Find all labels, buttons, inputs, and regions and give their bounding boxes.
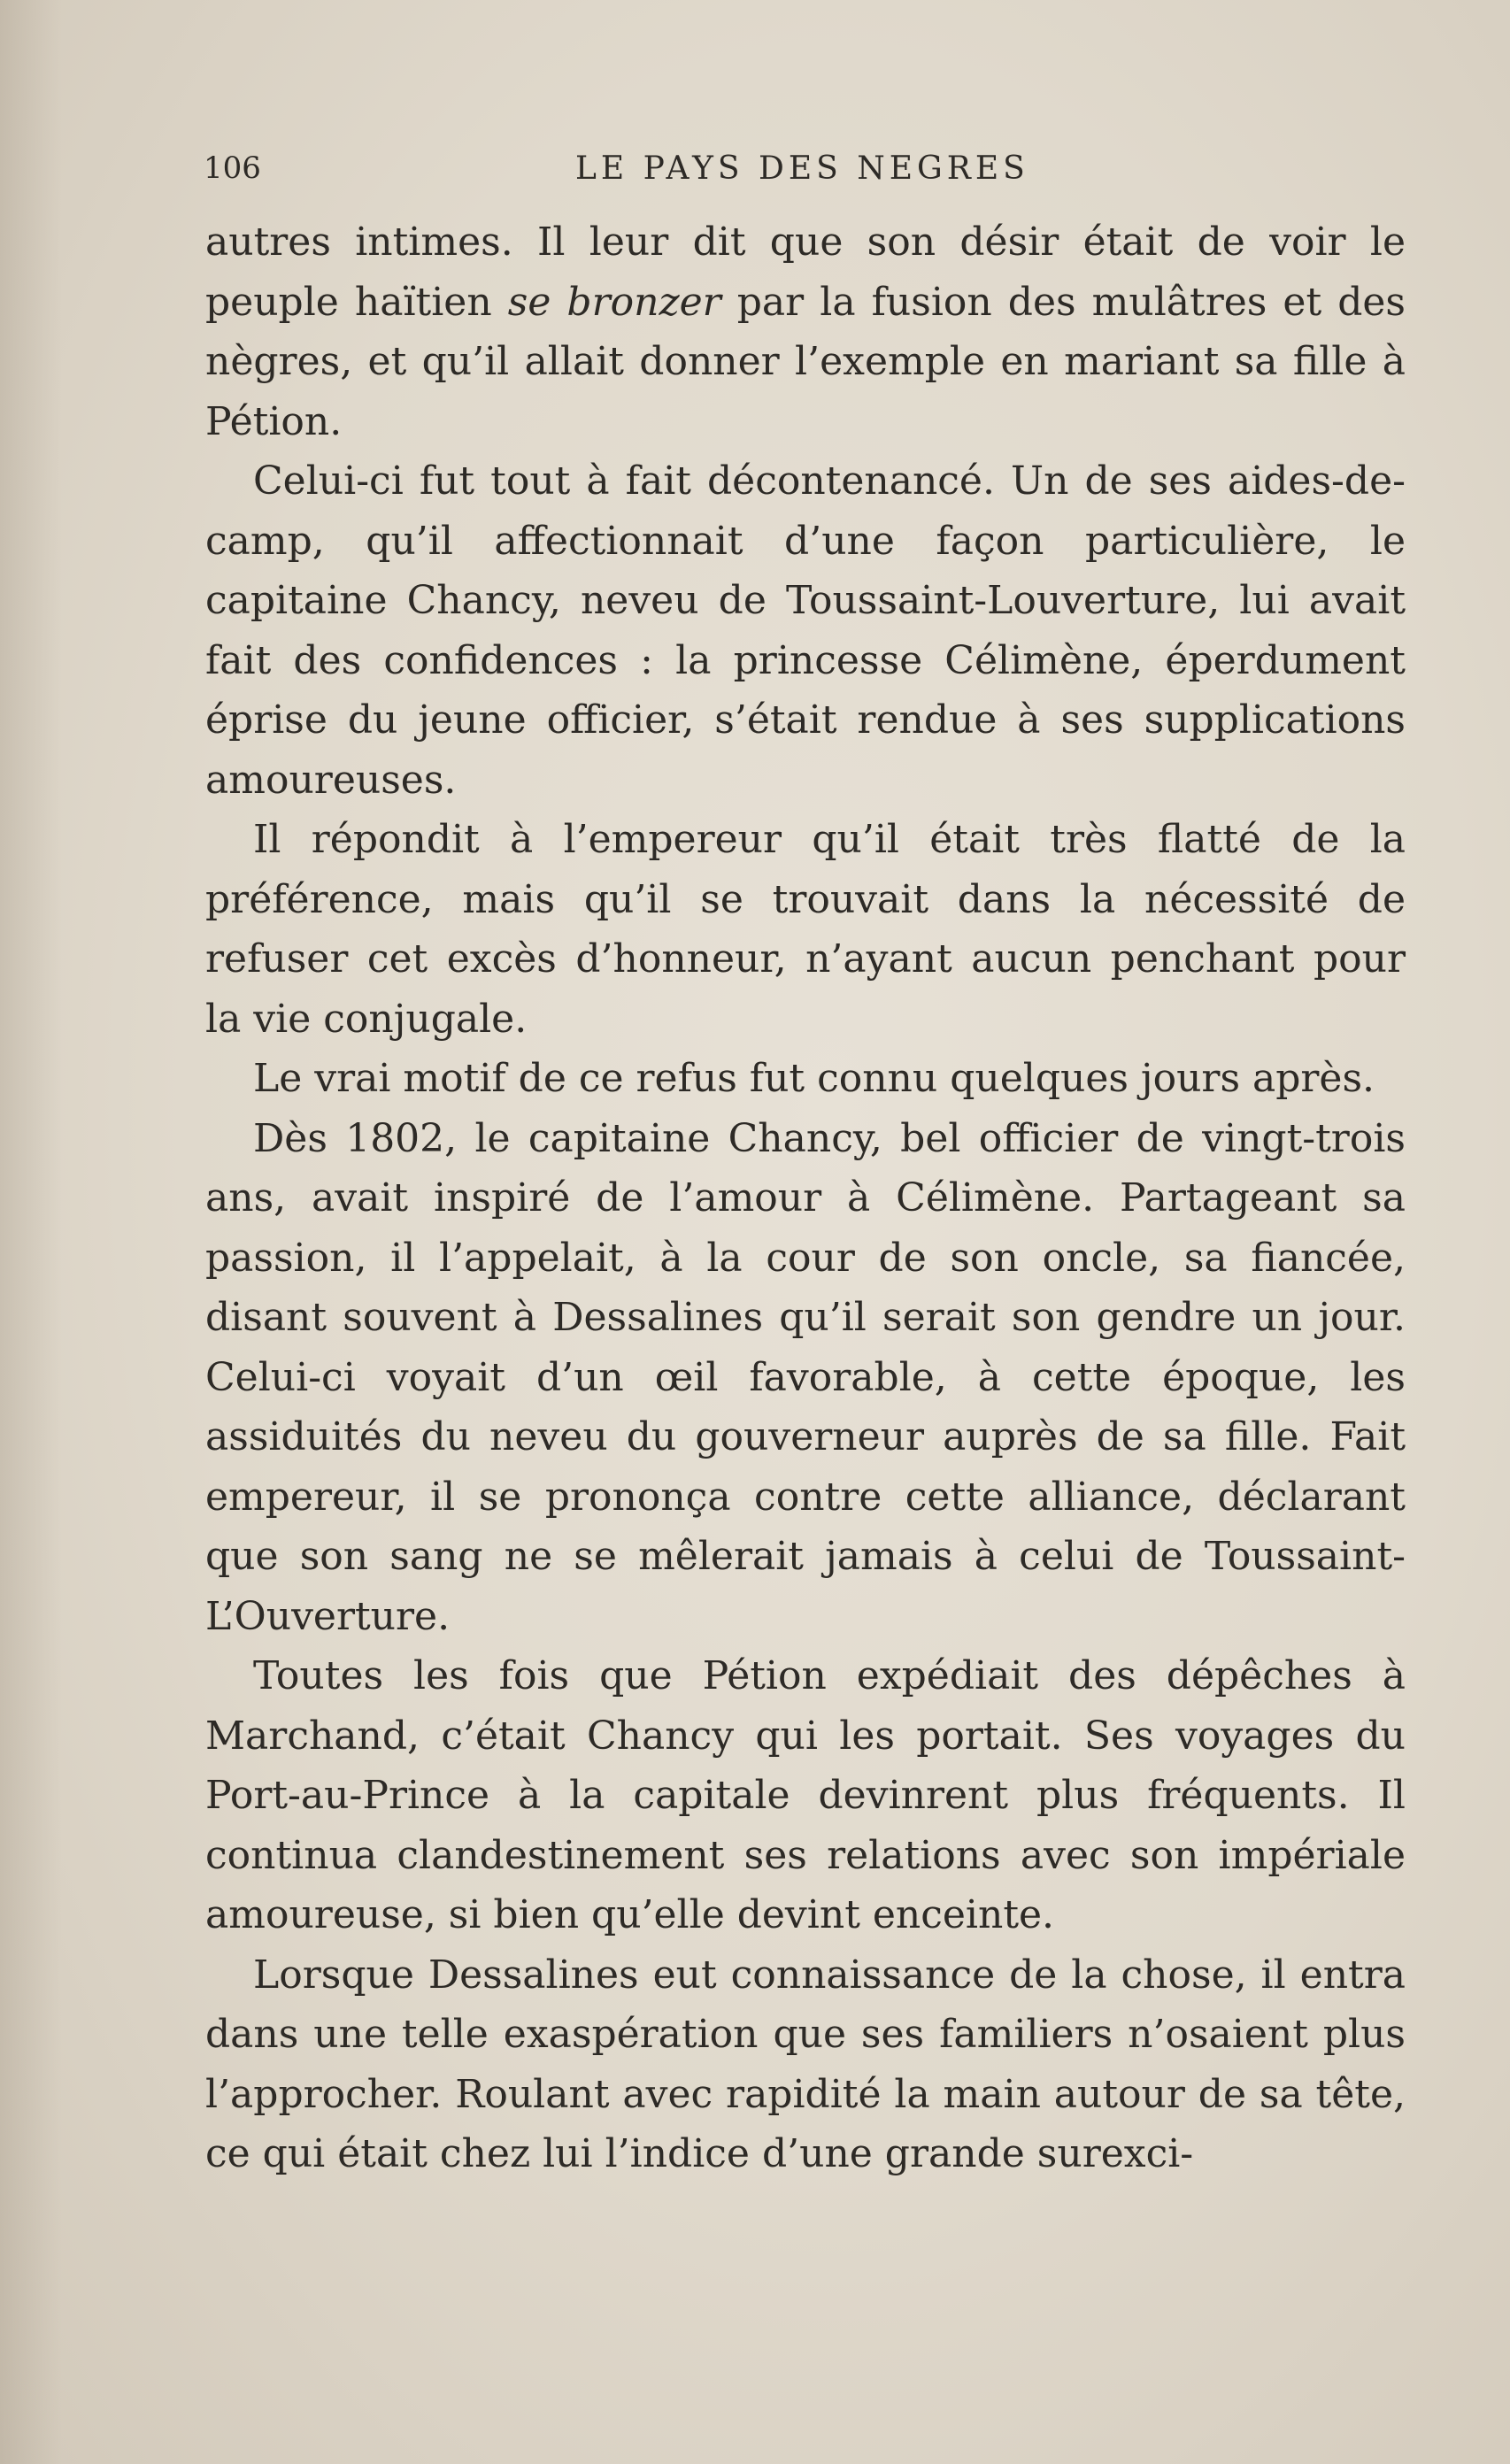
paragraph-2: Celui-ci fut tout à fait décontenancé. Un de ses aides-de-camp, qu’il affectionnait d’une façon particulière, le capitaine Chancy, neveu de Toussaint-Louverture, lui avait fait des confidences : la princesse Célimène, éperdument éprise du jeune officier, s’était rendue à ses supplications amoureuses. <box>205 458 1406 803</box>
page-header <box>204 150 1407 195</box>
paragraph-3: Il répondit à l’empereur qu’il était très flatté de la préférence, mais qu’il se trouvait dans la nécessité de refuser cet excès d’honneur, n’ayant aucun penchant pour la vie conjugale. <box>205 817 1406 1042</box>
paragraph-1-end: par la fusion des mulâtres et des nègres, et qu’il allait donner l’exemple en mariant sa fille à Pétion. <box>205 279 1406 444</box>
paragraph-5: Dès 1802, le capitaine Chancy, bel officier de vingt-trois ans, avait inspiré de l’amour à Célimène. Partageant sa passion, il l’appelait, à la cour de son oncle, sa fiancée, disant souvent à Dessalines qu’il serait son gendre un jour. Celui-ci voyait d’un œil favorable, à cette époque, les assiduités du neveu du gouverneur auprès de sa fille. Fait empereur, il se prononça contre cette alliance, déclarant que son sang ne se mêlerait jamais à celui de Toussaint-L’Ouverture. <box>205 1115 1406 1639</box>
italic-phrase: se bronzer <box>507 279 721 325</box>
page-number: 106 <box>204 150 261 186</box>
running-title: LE PAYS DES NEGRES <box>575 150 1029 187</box>
paragraph-7: Lorsque Dessalines eut connaissance de la chose, il entra dans une telle exaspération que ses familiers n’osaient plus l’approcher. Roulant avec rapidité la main autour de sa tête, ce qui était chez lui l’indice d’une grande surexci- <box>205 1952 1406 2176</box>
paragraph-1-start: autres intimes. Il leur dit que son désir était de voir le peuple haïtien <box>205 219 1406 325</box>
paragraph-6: Toutes les fois que Pétion expédiait des dépêches à Marchand, c’était Chancy qui les portait. Ses voyages du Port-au-Prince à la capitale devinrent plus fréquents. Il continua clandestinement ses relations avec son impériale amoureuse, si bien qu’elle devint enceinte. <box>205 1653 1406 1937</box>
body-text <box>205 212 1406 2184</box>
paragraph-4: Le vrai motif de ce refus fut connu quelques jours après. <box>253 1056 1375 1101</box>
paragraph-1 <box>205 212 1406 451</box>
